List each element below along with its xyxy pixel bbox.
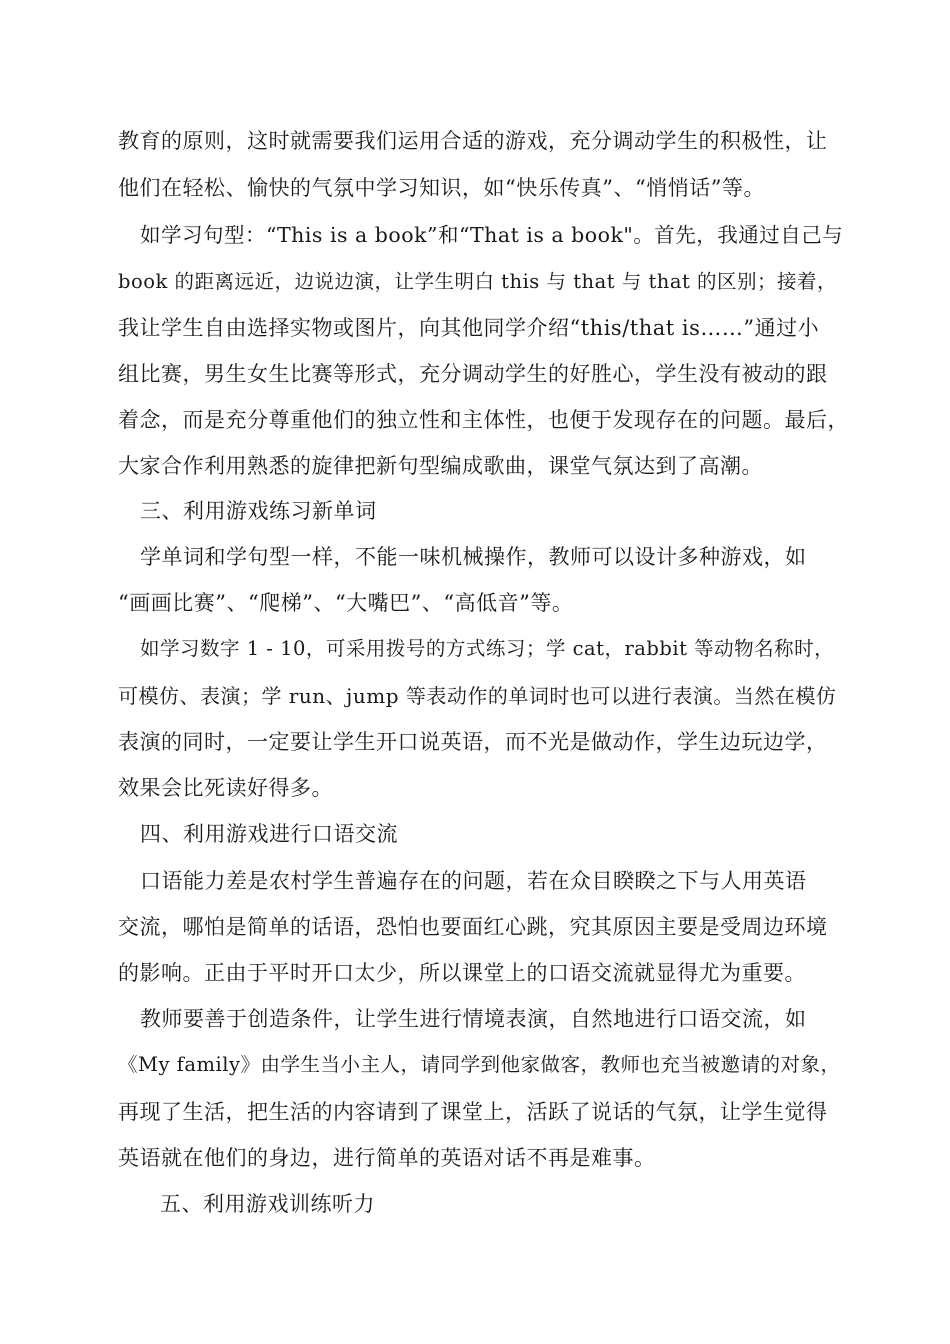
paragraph-line: 大家合作利用熟悉的旋律把新句型编成歌曲，课堂气氛达到了高潮。	[118, 454, 763, 478]
paragraph-line: 着念，而是充分尊重他们的独立性和主体性，也便于发现存在的问题。最后，	[118, 408, 849, 432]
paragraph-line: 再现了生活，把生活的内容请到了课堂上，活跃了说话的气氛，让学生觉得	[118, 1100, 828, 1124]
paragraph-line: 效果会比死读好得多。	[118, 776, 333, 800]
paragraph-line: 如学习数字 1 - 10，可采用拨号的方式练习；学 cat，rabbit 等动物名称时，	[140, 637, 835, 660]
section-heading: 三、利用游戏练习新单词	[140, 499, 377, 523]
section-heading: 四、利用游戏进行口语交流	[140, 822, 398, 846]
section-heading: 五、利用游戏训练听力	[160, 1192, 375, 1216]
paragraph-line: 表演的同时，一定要让学生开口说英语，而不光是做动作，学生边玩边学，	[118, 730, 828, 754]
paragraph-line: 我让学生自由选择实物或图片，向其他同学介绍“this/that is……”通过小	[118, 316, 820, 340]
paragraph-line: 如学习句型：“This is a book”和“That is a book"。首先，我通过自己与	[140, 223, 844, 247]
paragraph-line: 组比赛，男生女生比赛等形式，充分调动学生的好胜心，学生没有被动的跟	[118, 362, 828, 386]
paragraph-line: 口语能力差是农村学生普遍存在的问题，若在众目睽睽之下与人用英语	[140, 869, 807, 893]
paragraph-line: 交流，哪怕是简单的话语，恐怕也要面红心跳，究其原因主要是受周边环境	[118, 915, 828, 939]
paragraph-line: book 的距离远近，边说边演，让学生明白 this 与 that 与 that 的区别；接着，	[118, 270, 838, 293]
paragraph-line: 的影响。正由于平时开口太少，所以课堂上的口语交流就显得尤为重要。	[118, 961, 806, 985]
paragraph-line: 他们在轻松、愉快的气氛中学习知识，如“快乐传真”、“悄悄话”等。	[118, 176, 765, 200]
paragraph-line: 英语就在他们的身边，进行简单的英语对话不再是难事。	[118, 1146, 656, 1170]
paragraph-line: 教育的原则，这时就需要我们运用合适的游戏，充分调动学生的积极性，让	[118, 129, 828, 153]
paragraph-line: 教师要善于创造条件，让学生进行情境表演，自然地进行口语交流，如	[140, 1007, 807, 1031]
paragraph-line: “画画比赛”、“爬梯”、“大嘴巴”、“高低音”等。	[118, 591, 574, 615]
paragraph-line: 《My family》由学生当小主人，请同学到他家做客，教师也充当被邀请的对象，	[118, 1053, 841, 1076]
paragraph-line: 学单词和学句型一样，不能一味机械操作，教师可以设计多种游戏，如	[140, 545, 807, 569]
paragraph-line: 可模仿、表演；学 run、jump 等表动作的单词时也可以进行表演。当然在模仿	[118, 684, 837, 708]
